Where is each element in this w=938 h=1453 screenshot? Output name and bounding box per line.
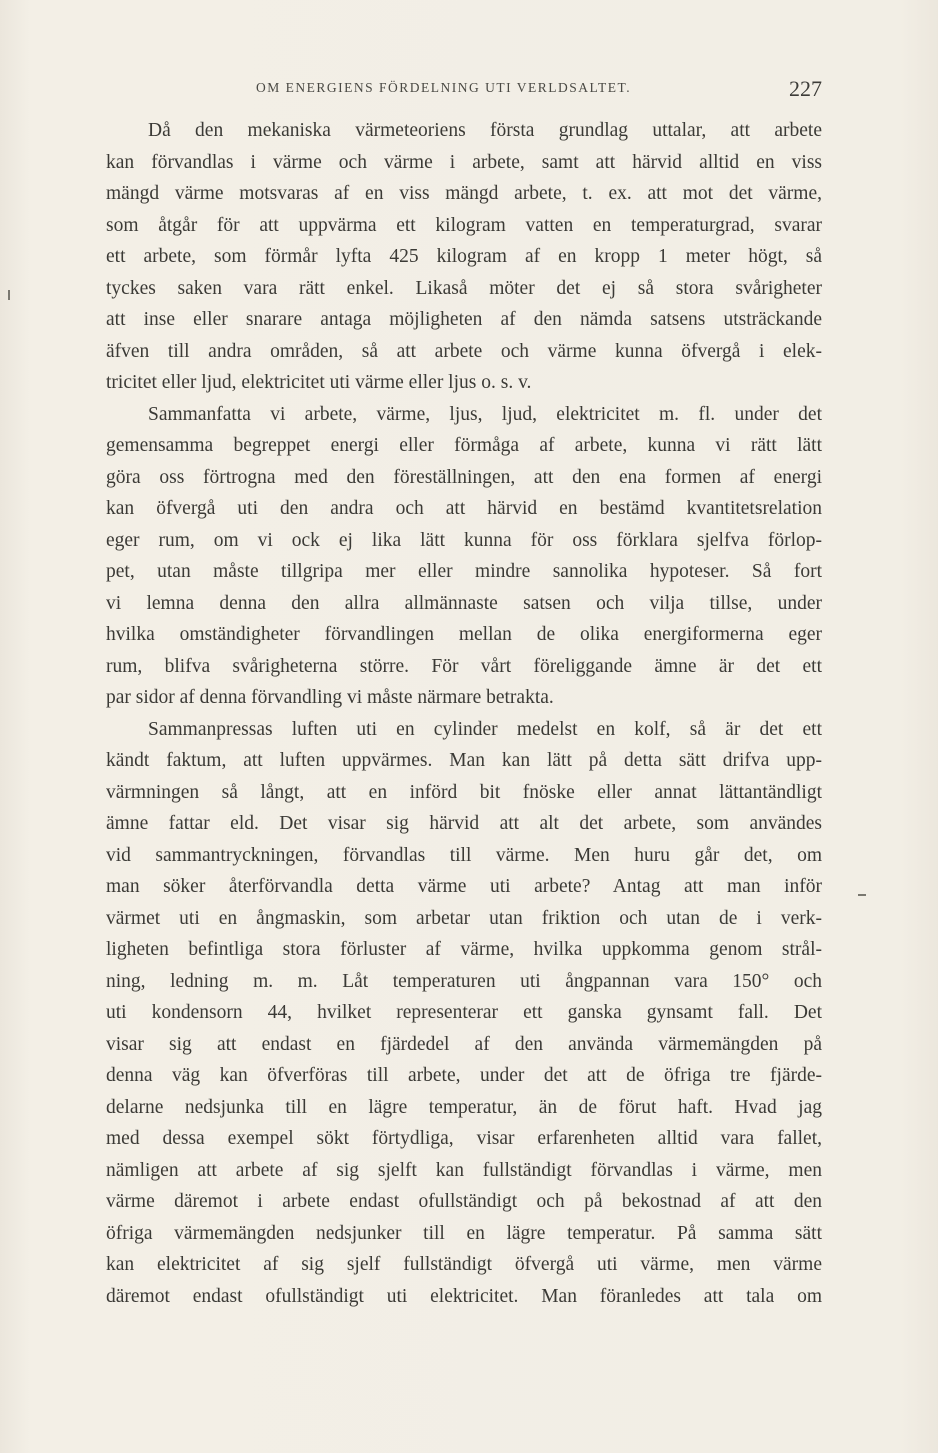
text-line: äfven till andra områden, så att arbete och värme kunna öfvergå i elek-	[106, 340, 822, 362]
text-line: visar sig att endast en fjärdedel af den använda värmemängden på	[106, 1033, 822, 1055]
text-line: ligheten befintliga stora förluster af värme, hvilka uppkomma genom strål-	[106, 939, 822, 960]
text-line: göra oss förtrogna med den föreställningen, att den ena formen af energi	[106, 466, 822, 488]
text-line: värmningen så långt, att en införd bit fnöske eller annat lättantändligt	[106, 781, 822, 803]
page-header	[106, 76, 822, 100]
margin-mark	[858, 894, 866, 896]
text-line: delarne nedsjunka till en lägre temperatur, än de förut haft. Hvad jag	[106, 1096, 822, 1118]
text-line: Sammanfatta vi arbete, värme, ljus, ljud, elektricitet m. fl. under det	[148, 403, 822, 425]
text-line: vid sammantryckningen, förvandlas till värme. Men huru går det, om	[106, 844, 822, 866]
text-line: kan elektricitet af sig sjelf fullständigt öfvergå uti värme, men värme	[106, 1254, 822, 1275]
text-line: ning, ledning m. m. Låt temperaturen uti ångpannan vara 150° och	[106, 970, 822, 992]
text-line: vi lemna denna den allra allmännaste satsen och vilja tillse, under	[106, 592, 822, 614]
text-line: tyckes saken vara rätt enkel. Likaså möter det ej så stora svårigheter	[106, 277, 822, 299]
text-line: kan förvandlas i värme och värme i arbete, samt att härvid alltid en viss	[106, 151, 822, 173]
text-line: denna väg kan öfverföras till arbete, under det att de öfriga tre fjärde-	[106, 1065, 822, 1086]
text-line: värmet uti en ångmaskin, som arbetar utan friktion och utan de i verk-	[106, 907, 822, 929]
text-line: rum, blifva svårigheterna större. För vårt föreliggande ämne är det ett	[106, 655, 822, 677]
margin-mark	[8, 290, 10, 300]
text-line: gemensamma begreppet energi eller förmåga af arbete, kunna vi rätt lätt	[106, 435, 822, 456]
text-line: som åtgår för att uppvärma ett kilogram vatten en temperaturgrad, svarar	[106, 214, 822, 236]
text-line: kan öfvergå uti den andra och att härvid en bestämd kvantitetsrelation	[106, 498, 822, 519]
text-line: mängd värme motsvaras af en viss mängd arbete, t. ex. att mot det värme,	[106, 183, 822, 204]
body-text	[106, 115, 822, 1312]
text-line: med dessa exempel sökt förtydliga, visar erfarenheten alltid vara fallet,	[106, 1128, 822, 1149]
page-number: 227	[789, 76, 822, 101]
text-line: öfriga värmemängden nedsjunker till en lägre temperatur. På samma sätt	[106, 1222, 822, 1244]
text-line: Sammanpressas luften uti en cylinder medelst en kolf, så är det ett	[148, 718, 822, 740]
text-line: eger rum, om vi ock ej lika lätt kunna för oss förklara sjelfva förlop-	[106, 529, 822, 551]
text-line: pet, utan måste tillgripa mer eller mindre sannolika hypoteser. Så fort	[106, 561, 822, 582]
text-line: uti kondensorn 44, hvilket representerar ett ganska gynsamt fall. Det	[106, 1002, 822, 1023]
text-line: Då den mekaniska värmeteoriens första grundlag uttalar, att arbete	[148, 120, 822, 141]
text-line: par sidor af denna förvandling vi måste närmare betrakta.	[106, 687, 554, 708]
text-line: däremot endast ofullständigt uti elektricitet. Man föranledes att tala om	[106, 1285, 822, 1307]
text-line: hvilka omständigheter förvandlingen mellan de olika energiformerna eger	[106, 624, 822, 645]
text-line: ett arbete, som förmår lyfta 425 kilogram af en kropp 1 meter högt, så	[106, 246, 822, 267]
text-line: nämligen att arbete af sig sjelft kan fullständigt förvandlas i värme, men	[106, 1159, 822, 1181]
text-line: värme däremot i arbete endast ofullständigt och på bekostnad af att den	[106, 1191, 822, 1212]
text-line: ämne fattar eld. Det visar sig härvid att alt det arbete, som användes	[106, 813, 822, 834]
text-line: tricitet eller ljud, elektricitet uti värme eller ljus o. s. v.	[106, 372, 532, 393]
text-line: man söker återförvandla detta värme uti arbete? Antag att man inför	[106, 876, 822, 897]
text-line: att inse eller snarare antaga möjligheten af den nämda satsens utsträckande	[106, 309, 822, 330]
running-head: OM ENERGIENS FÖRDELNING UTI VERLDSALTET.	[256, 80, 632, 95]
text-line: kändt faktum, att luften uppvärmes. Man kan lätt på detta sätt drifva upp-	[106, 750, 822, 771]
